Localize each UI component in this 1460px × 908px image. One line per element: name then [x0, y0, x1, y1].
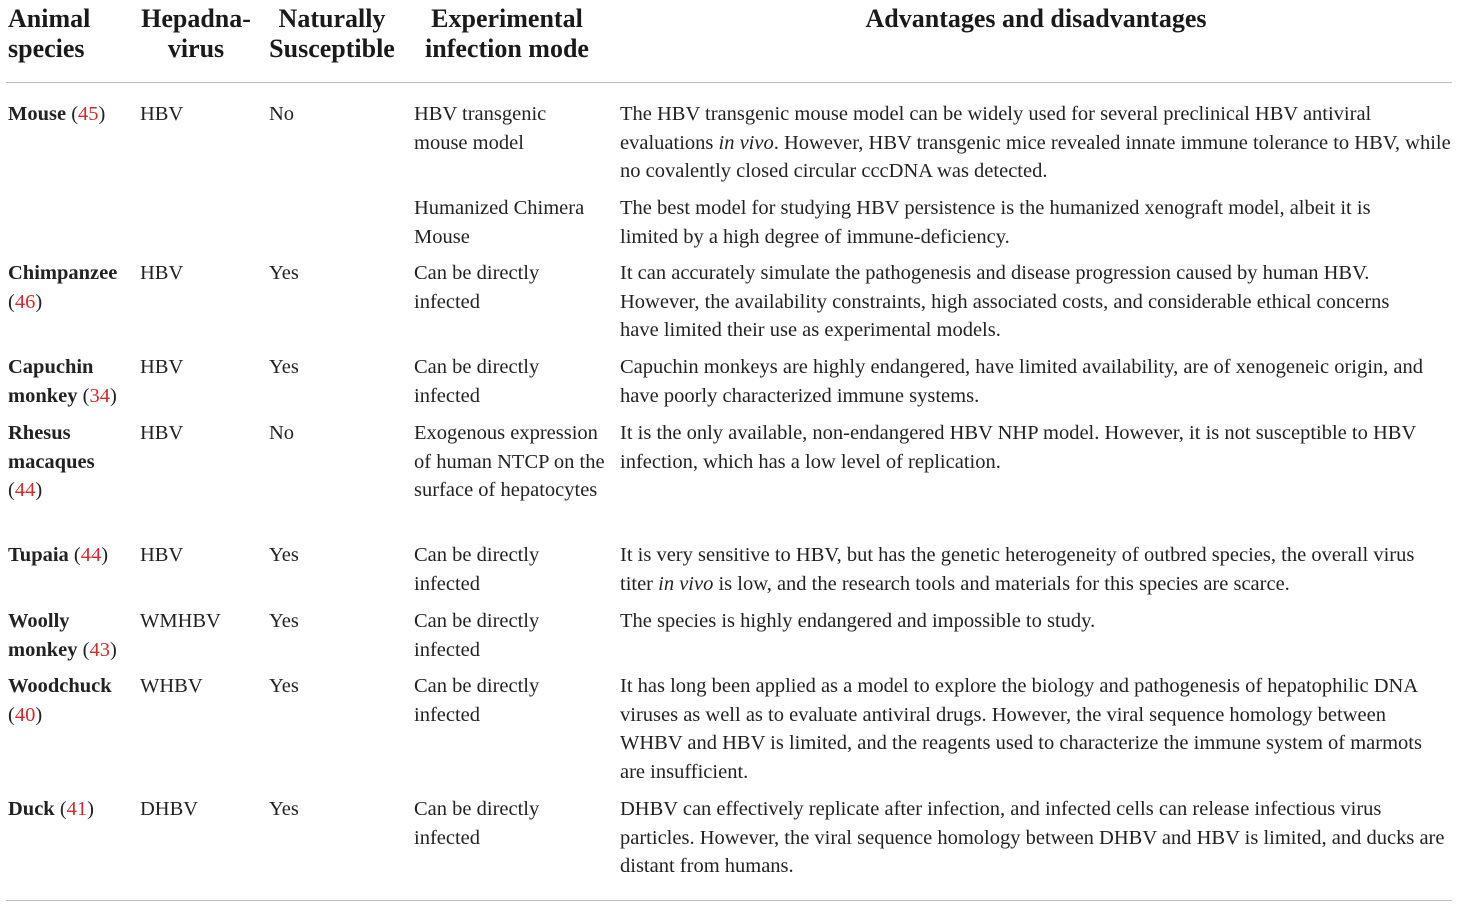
cell-species-rhesus: Rhesus macaques (44) — [8, 422, 95, 502]
cell-advantages-woolly-monkey: The species is highly endangered and impossible to study. — [620, 610, 1096, 632]
cell-susceptible-duck: Yes — [269, 798, 299, 820]
cell-mode-chimpanzee: Can be directly infected — [414, 262, 540, 313]
header-naturally-susceptible: Naturally Susceptible — [269, 4, 395, 63]
cell-species-chimpanzee: Chimpanzee (46) — [8, 262, 118, 313]
cell-mode-woolly-monkey: Can be directly infected — [414, 610, 540, 661]
cell-species-woodchuck: Woodchuck (40) — [8, 675, 112, 726]
ref-link[interactable]: 44 — [80, 544, 102, 566]
cell-mode-tupaia: Can be directly infected — [414, 544, 540, 595]
ref-link[interactable]: 40 — [14, 703, 36, 726]
cell-mode-humanized-chimera: Humanized Chimera Mouse — [414, 197, 585, 248]
cell-species-woolly-monkey: Woolly monkey (43) — [8, 610, 117, 661]
cell-susceptible-rhesus: No — [269, 422, 295, 444]
header-animal-species: Animal species — [8, 4, 91, 63]
cell-virus-mouse: HBV — [140, 103, 184, 125]
cell-mode-woodchuck: Can be directly infected — [414, 675, 540, 726]
cell-mode-rhesus: Exogenous expression of human NTCP on the surface of hepatocytes — [414, 422, 605, 502]
cell-species-duck: Duck (41) — [8, 798, 94, 820]
cell-species-mouse: Mouse (45) — [8, 103, 106, 125]
cell-species-tupaia: Tupaia (44) — [8, 544, 109, 566]
ref-link[interactable]: 44 — [14, 479, 36, 502]
cell-advantages-humanized-chimera: The best model for studying HBV persistence is the humanized xenograft model, albeit it is limited by a high degree of immune-deficiency. — [620, 197, 1371, 248]
ref-link[interactable]: 43 — [89, 638, 110, 661]
cell-mode-mouse-transgenic: HBV transgenic mouse model — [414, 103, 547, 154]
cell-advantages-woodchuck: It has long been applied as a model to explore the biology and pathogenesis of hepatophilic DNA viruses as well as to evaluate antiviral drugs. However, the viral sequence homology between WHBV and HBV is limited, and the reagents used to characterize the immune system of marmots are insufficient. — [620, 675, 1422, 783]
cell-advantages-duck: DHBV can effectively replicate after infection, and infected cells can release infectious virus particles. However, the viral sequence homology between DHBV and HBV is limited, and ducks are distant from humans. — [620, 798, 1445, 878]
cell-species-capuchin: Capuchin monkey (34) — [8, 356, 117, 407]
cell-advantages-rhesus: It is the only available, non-endangered HBV NHP model. However, it is not susceptible to HBV infection, which has a low level of replication. — [620, 422, 1416, 473]
cell-susceptible-mouse: No — [269, 103, 295, 125]
cell-advantages-chimpanzee: It can accurately simulate the pathogenesis and disease progression caused by human HBV. However, the availability constraints, high associated costs, and considerable ethical concerns have limited their use as experimental models. — [620, 262, 1390, 342]
table-bottom-rule — [6, 900, 1452, 901]
cell-virus-chimpanzee: HBV — [140, 262, 184, 284]
cell-virus-woolly-monkey: WMHBV — [140, 610, 221, 632]
cell-susceptible-tupaia: Yes — [269, 544, 299, 566]
ref-link[interactable]: 45 — [78, 103, 99, 125]
cell-susceptible-capuchin: Yes — [269, 356, 299, 378]
cell-susceptible-chimpanzee: Yes — [269, 262, 299, 284]
ref-link[interactable]: 34 — [89, 384, 110, 407]
ref-link[interactable]: 41 — [66, 798, 88, 820]
ref-link[interactable]: 46 — [14, 290, 36, 313]
cell-virus-duck: DHBV — [140, 798, 199, 820]
cell-virus-woodchuck: WHBV — [140, 675, 203, 697]
cell-susceptible-woodchuck: Yes — [269, 675, 299, 697]
cell-mode-duck: Can be directly infected — [414, 798, 540, 849]
cell-virus-capuchin: HBV — [140, 356, 184, 378]
cell-virus-rhesus: HBV — [140, 422, 184, 444]
header-rule — [6, 82, 1452, 83]
cell-virus-tupaia: HBV — [140, 544, 184, 566]
cell-mode-capuchin: Can be directly infected — [414, 356, 540, 407]
cell-susceptible-woolly-monkey: Yes — [269, 610, 299, 632]
cell-advantages-mouse-transgenic: The HBV transgenic mouse model can be widely used for several preclinical HBV antiviral evaluations in vivo. However, HBV transgenic mice revealed innate immune tolerance to HBV, while no covalently closed circular cccDNA was detected. — [620, 103, 1451, 183]
cell-advantages-tupaia: It is very sensitive to HBV, but has the genetic heterogeneity of outbred species, the overall virus titer in vivo is low, and the research tools and materials for this species are scarce. — [620, 544, 1415, 595]
header-advantages-disadvantages: Advantages and disadvantages — [865, 4, 1207, 33]
header-experimental-infection-mode: Experimental infection mode — [425, 4, 589, 63]
cell-advantages-capuchin: Capuchin monkeys are highly endangered, have limited availability, are of xenogeneic origin, and have poorly characterized immune systems. — [620, 356, 1424, 407]
header-hepadnavirus: Hepadna- virus — [141, 4, 251, 63]
